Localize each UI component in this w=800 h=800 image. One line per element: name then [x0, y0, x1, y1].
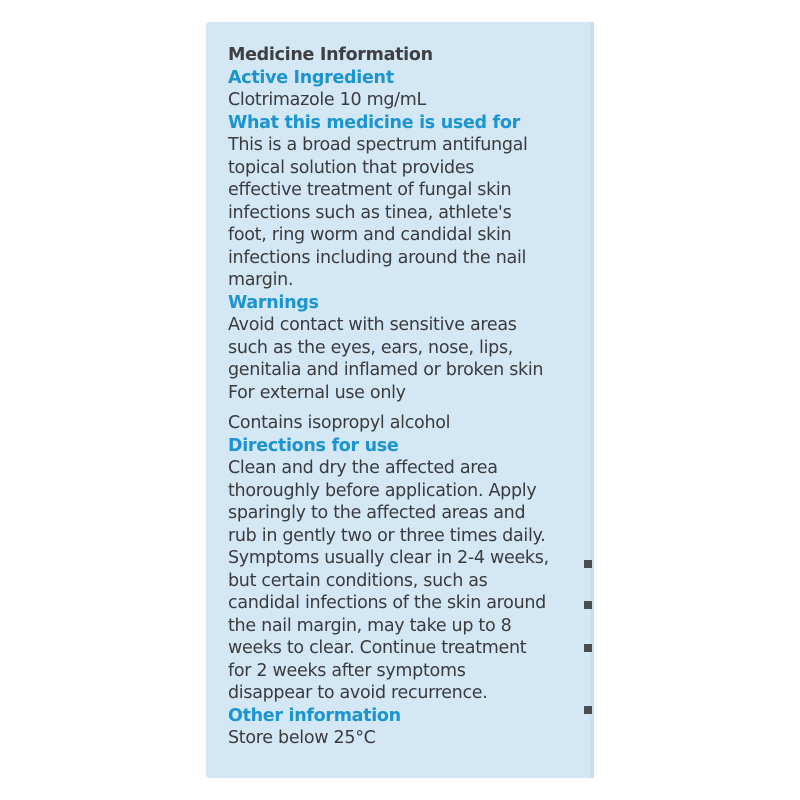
warnings-heading: Warnings: [228, 292, 319, 313]
storage-text: Store below 25°C: [228, 728, 376, 748]
margin-mark: [584, 706, 592, 714]
active-ingredient-heading: Active Ingredient: [228, 67, 394, 88]
uses-text: This is a broad spectrum antifungal topical solution that provides effective treatment of fungal skin infections such as tinea, athlete's foot, ring worm and candidal skin infections including around the nail margin.: [228, 135, 528, 290]
margin-mark: [584, 560, 592, 568]
other-information-heading: Other information: [228, 705, 401, 726]
spacer: [228, 404, 588, 412]
warnings-alcohol-text: Contains isopropyl alcohol: [228, 413, 451, 433]
directions-heading: Directions for use: [228, 435, 399, 456]
margin-mark: [584, 601, 592, 609]
panel-edge: [590, 22, 594, 778]
warnings-text: Avoid contact with sensitive areas such as the eyes, ears, nose, lips, genitalia and inflamed or broken skin For external use only: [228, 315, 544, 403]
panel-title: Medicine Information: [228, 45, 433, 65]
directions-text: Clean and dry the affected area thoroughly before application. Apply sparingly to the affected areas and rub in gently two or three times daily. Symptoms usually clear in 2-4 weeks, but certain conditions, such as candidal infections of the skin around the nail margin, may take up to 8 weeks to clear. Continue treatment for 2 weeks after symptoms disappear to avoid recurrence.: [228, 458, 549, 703]
margin-mark: [584, 644, 592, 652]
active-ingredient-text: Clotrimazole 10 mg/mL: [228, 90, 426, 110]
medicine-information: [228, 44, 588, 750]
uses-heading: What this medicine is used for: [228, 112, 520, 133]
